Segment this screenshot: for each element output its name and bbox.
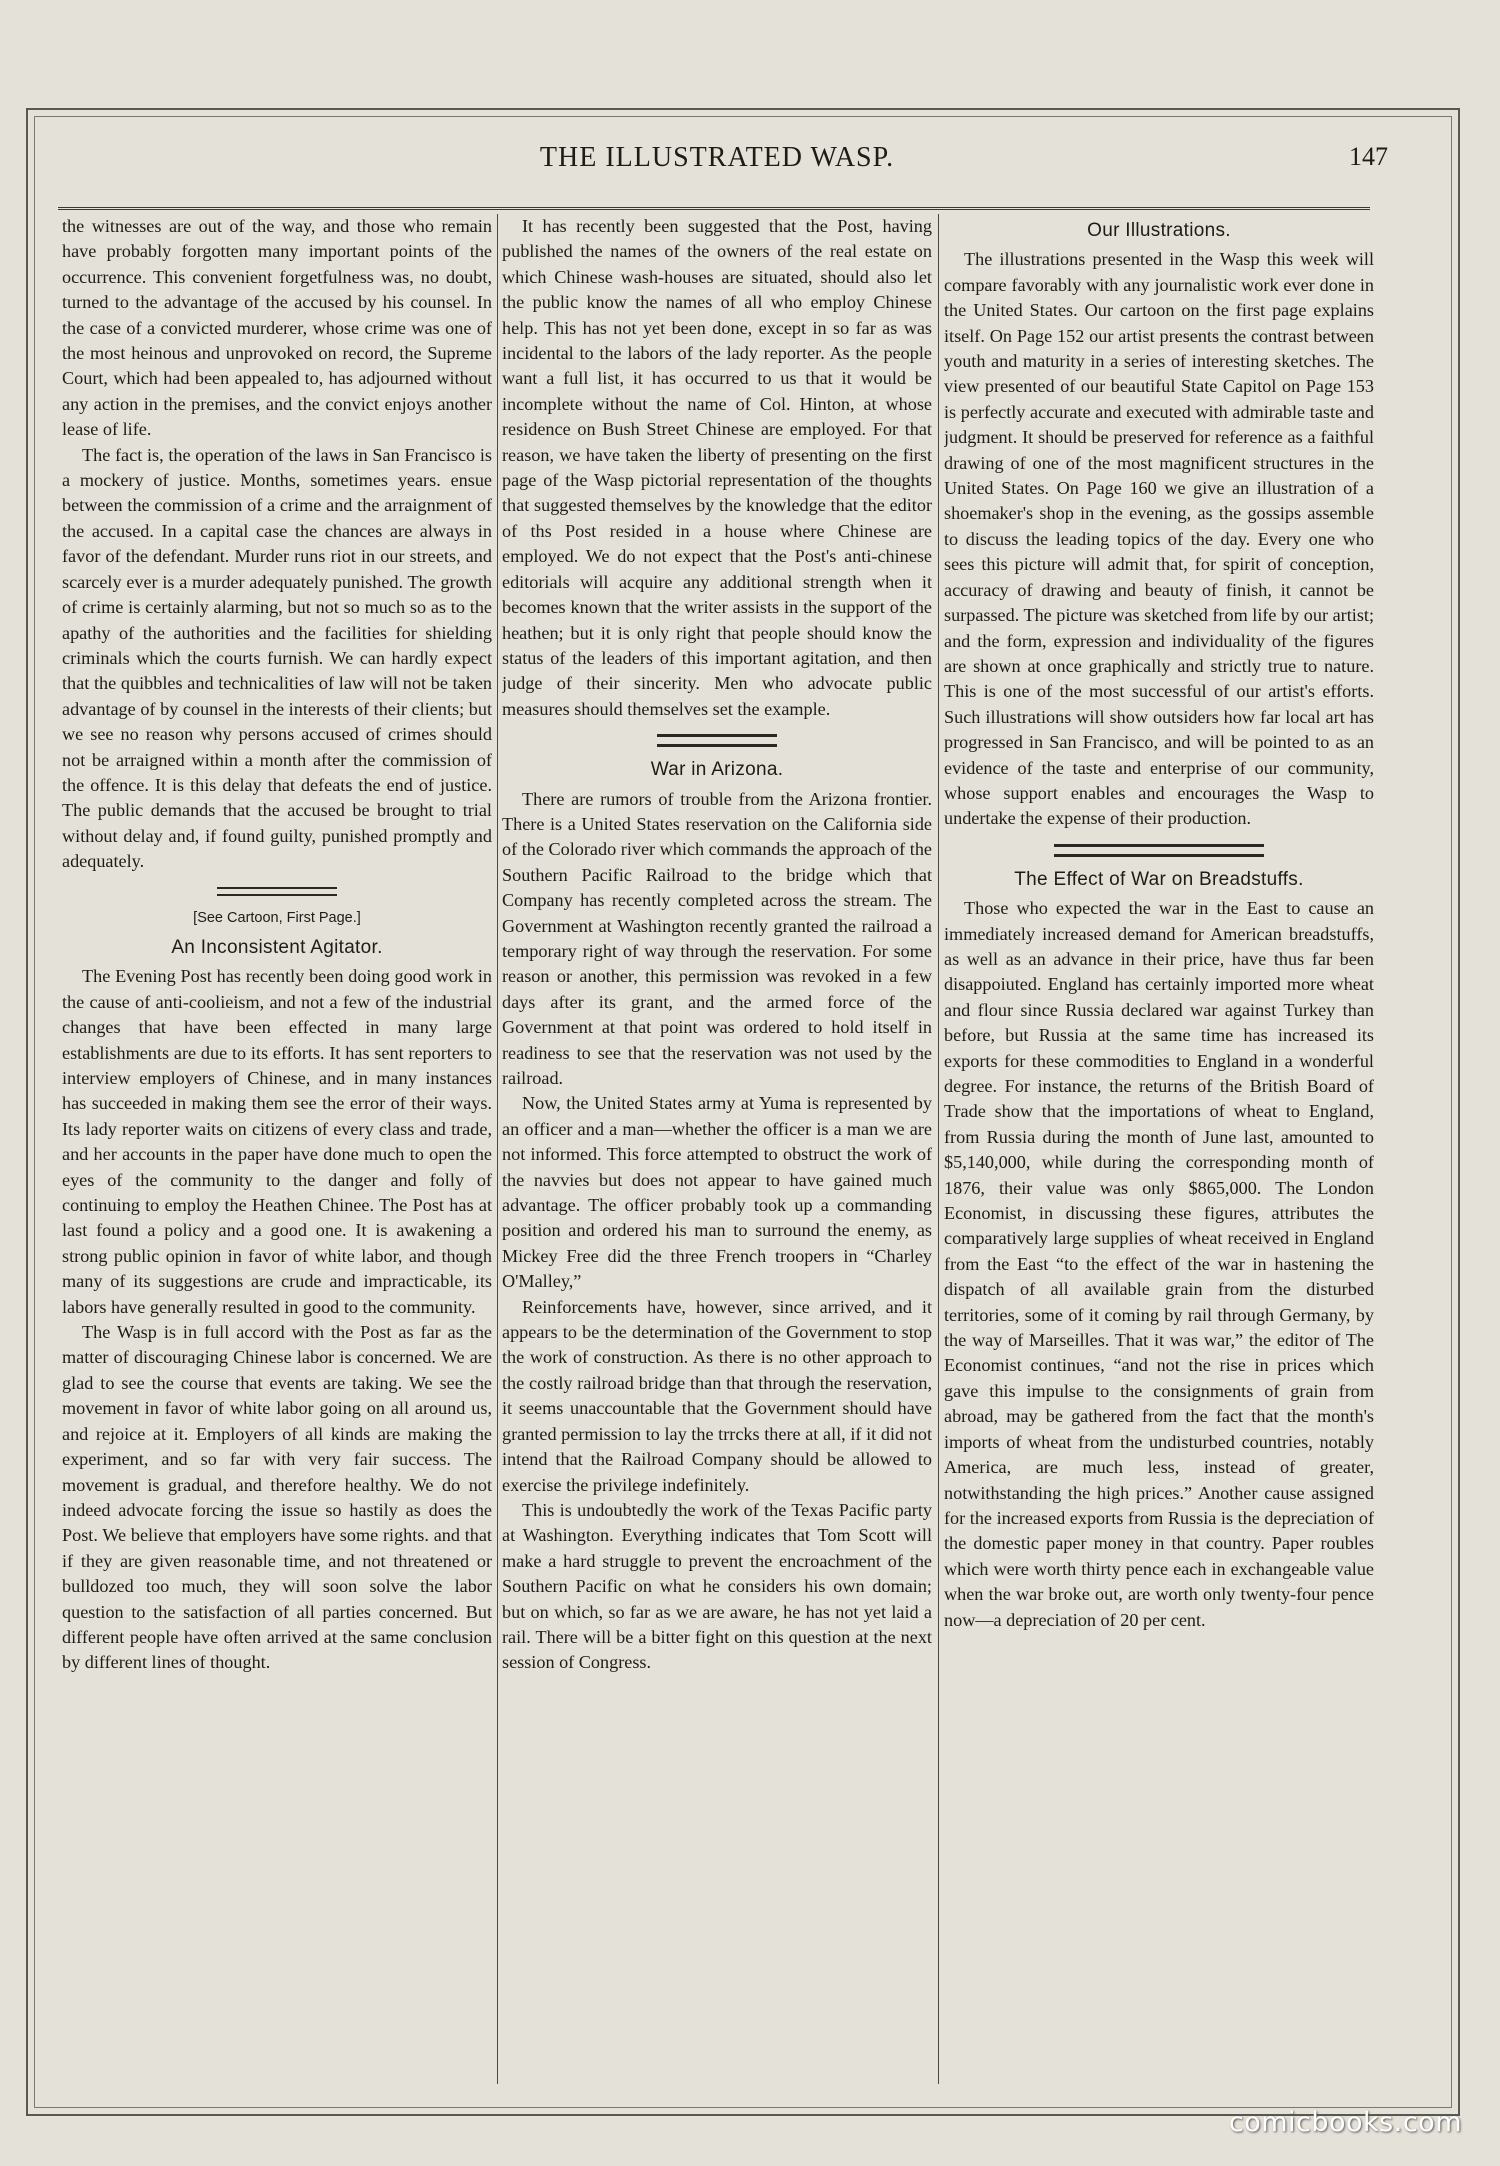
article-paragraph: the witnesses are out of the way, and those who remain have probably forgotten many important points of the occurrence. This convenient forgetfulness was, no doubt, turned to the advantage of the accused by his counsel. In the case of a convicted murderer, whose crime was one of the most heinous and unprovoked on record, the Supreme Court, which had been appealed to, has adjourned without any action in the premises, and the convict enjoys another lease of life.: [62, 216, 492, 440]
article-paragraph: Now, the United States army at Yuma is represented by an officer and a man—whether the officer is a man we are not informed. This force attempted to obstruct the work of the navvies but does not appear to have gained much advantage. The officer probably took up a commanding position and ordered his man to surround the enemy, as Mickey Free did the three French troopers in “Charley O'Malley,”: [502, 1093, 932, 1292]
article-heading-our-illustrations: Our Illustrations.: [1087, 220, 1231, 241]
article-heading-inconsistent-agitator: An Inconsistent Agitator.: [171, 936, 383, 958]
article-paragraph: It has recently been suggested that the Post, having published the names of the owners of the real estate on which Chinese wash-houses are situated, should also let the public know the names of all who employ Chinese help. This has not yet been done, except in so far as was incidental to the labors of the lady reporter. As the people want a full list, it has occurred to us that it would be incomplete without the name of Col. Hinton, at whose residence on Bush Street Chinese are employed. For that reason, we have taken the liberty of presenting on the first page of the Wasp pictorial representation of the thoughts that suggested themselves by the knowledge that the editor of ths Post resided in a house where Chinese are employed. We do not expect that the Post's anti-chinese editorials will acquire any additional strength when it becomes known that the writer assists in the support of the heathen; but it is only right that people should know the status of the leaders of this important agitation, and then judge of their sincerity. Men who advocate public measures should themselves set the example.: [502, 216, 932, 719]
cartoon-note: [See Cartoon, First Page.]: [193, 909, 361, 926]
section-divider: [217, 887, 337, 896]
column-1: [62, 214, 492, 2084]
page-number: 147: [1349, 142, 1388, 171]
article-paragraph: This is undoubtedly the work of the Texas Pacific party at Washington. Everything indicates that Tom Scott will make a hard struggle to prevent the encroachment of the Southern Pacific on what he considers his own domain; but on which, so far as we are aware, he has not yet laid a rail. There will be a bitter fight on this question at the next session of Congress.: [502, 1499, 932, 1673]
article-paragraph: The Evening Post has recently been doing good work in the cause of anti-coolieism, and not a few of the industrial changes that have been effected in many large establishments are due to its efforts. It has sent reporters to interview employers of Chinese, and in many instances has succeeded in making them see the error of their ways. Its lady reporter waits on citizens of every class and trade, and her accounts in the paper have done much to open the eyes of the community to the danger and folly of continuing to employ the Heathen Chinee. The Post has at last found a policy and a good one. It is awakening a strong public opinion in favor of white labor, and though many of its suggestions are crude and impracticable, its labors have generally resulted in good to the community.: [62, 966, 492, 1317]
column-divider-2: [938, 214, 939, 2084]
article-paragraph: Reinforcements have, however, since arrived, and it appears to be the determination of the Government to stop the work of construction. As there is no other approach to the costly railroad bridge than that through the reservation, it seems unaccountable that the Government should have granted permission to lay the trrcks there at all, if it did not intend that the Railroad Company should be allowed to exercise the privilege indefinitely.: [502, 1296, 932, 1495]
page-header: [58, 142, 1388, 182]
article-heading-effect-of-war: The Effect of War on Breadstuffs.: [1014, 868, 1304, 890]
header-rule: [58, 207, 1370, 210]
article-paragraph: The illustrations presented in the Wasp this week will compare favorably with any journalistic work ever done in the United States. Our cartoon on the first page explains itself. On Page 152 our artist presents the contrast between youth and maturity in a series of interesting sketches. The view presented of our beautiful State Capitol on Page 153 is perfectly accurate and executed with admirable taste and judgment. It should be preserved for reference as a faithful drawing of one of the most magnificent structures in the United States. On Page 160 we give an illustration of a shoemaker's shop in the evening, as the gossips assemble to discuss the leading topics of the day. Every one who sees this picture will admit that, for spirit of conception, accuracy of drawing and beauty of finish, it cannot be surpassed. The picture was sketched from life by our artist; and the form, expression and individuality of the figures are shown at once graphically and strictly true to nature. This is one of the most successful of our artist's efforts. Such illustrations will show outsiders how far local art has progressed in San Francisco, and will be pointed to as an evidence of the taste and enterprise of our community, whose support enables and encourages the Wasp to undertake the expense of their production.: [944, 249, 1374, 829]
column-2: [502, 214, 932, 2084]
section-divider: [657, 734, 777, 747]
publication-title: THE ILLUSTRATED WASP.: [539, 142, 895, 173]
article-paragraph: There are rumors of trouble from the Arizona frontier. There is a United States reservation on the California side of the Colorado river which commands the approach of the Southern Pacific Railroad to the bridge which that Company has recently completed across the stream. The Government at Washington recently granted the railroad a temporary right of way through the reservation. For some reason or another, this permission was revoked in a few days after its grant, and the armed force of the Government at that point was ordered to hold itself in readiness to see that the reservation was not used by the railroad.: [502, 788, 932, 1088]
article-paragraph: Those who expected the war in the East to cause an immediately increased demand for American breadstuffs, as well as an advance in their price, have thus far been disappoiuted. England has certainly imported more wheat and flour since Russia declared war against Turkey than before, but Russia at the same time has increased its exports for these commodities to England in a wonderful degree. For instance, the returns of the British Board of Trade show that the importations of wheat to England, from Russia during the month of June last, amounted to $5,140,000, while during the corresponding month of 1876, their value was only $865,000. The London Economist, in discussing these figures, attributes the comparatively large supplies of wheat received in England from the East “to the effect of the war in hastening the dispatch of all available grain from the disturbed territories, some of it coming by rail through Germany, by the way of Marseilles. That it was war,” the editor of The Economist continues, “and not the rise in prices which gave this impulse to the consignments of grain from abroad, may be gathered from the fact that the month's imports of wheat from the undisturbed countries, notably America, are much less, instead of greater, notwithstanding the high prices.” Another cause assigned for the increased exports from Russia is the depreciation of the domestic paper money in that country. Paper roubles which were worth thirty pence each in exchangeable value when the war broke out, are worth only twenty-four pence now—a depreciation of 20 per cent.: [944, 898, 1374, 1630]
article-paragraph: The fact is, the operation of the laws in San Francisco is a mockery of justice. Months, sometimes years. ensue between the commission of a crime and the arraignment of the accused. In a capital case the chances are always in favor of the defendant. Murder runs riot in our streets, and scarcely ever is a murder adequately punished. The growth of crime is certainly alarming, but not so much so as to the apathy of the authorities and the facilities for shielding criminals which the courts furnish. We can hardly expect that the quibbles and technicalities of law will not be taken advantage of by counsel in the interests of their clients; but we see no reason why persons accused of crimes should not be arraigned within a month after the commission of the offence. It is this delay that defeats the end of justice. The public demands that the accused be brought to trial without delay and, if found guilty, punished promptly and adequately.: [62, 444, 492, 872]
article-paragraph: The Wasp is in full accord with the Post as far as the matter of discouraging Chinese labor is concerned. We are glad to see the course that events are taking. We see the movement in favor of white labor going on all around us, and rejoice at it. Employers of all kinds are making the experiment, and so far with very fair success. The movement is gradual, and therefore healthy. We do not indeed advocate forcing the issue so hastily as does the Post. We believe that employers have some rights. and that if they are given reasonable time, and not threatened or bulldozed too much, they will soon solve the labor question to the satisfaction of all parties concerned. But different people have often arrived at the same conclusion by different lines of thought.: [62, 1322, 492, 1673]
column-3: [944, 214, 1374, 2084]
watermark: comicbooks.com: [1228, 2107, 1462, 2138]
section-divider: [1054, 844, 1264, 857]
article-heading-war-in-arizona: War in Arizona.: [650, 759, 784, 781]
column-divider-1: [497, 214, 498, 2084]
